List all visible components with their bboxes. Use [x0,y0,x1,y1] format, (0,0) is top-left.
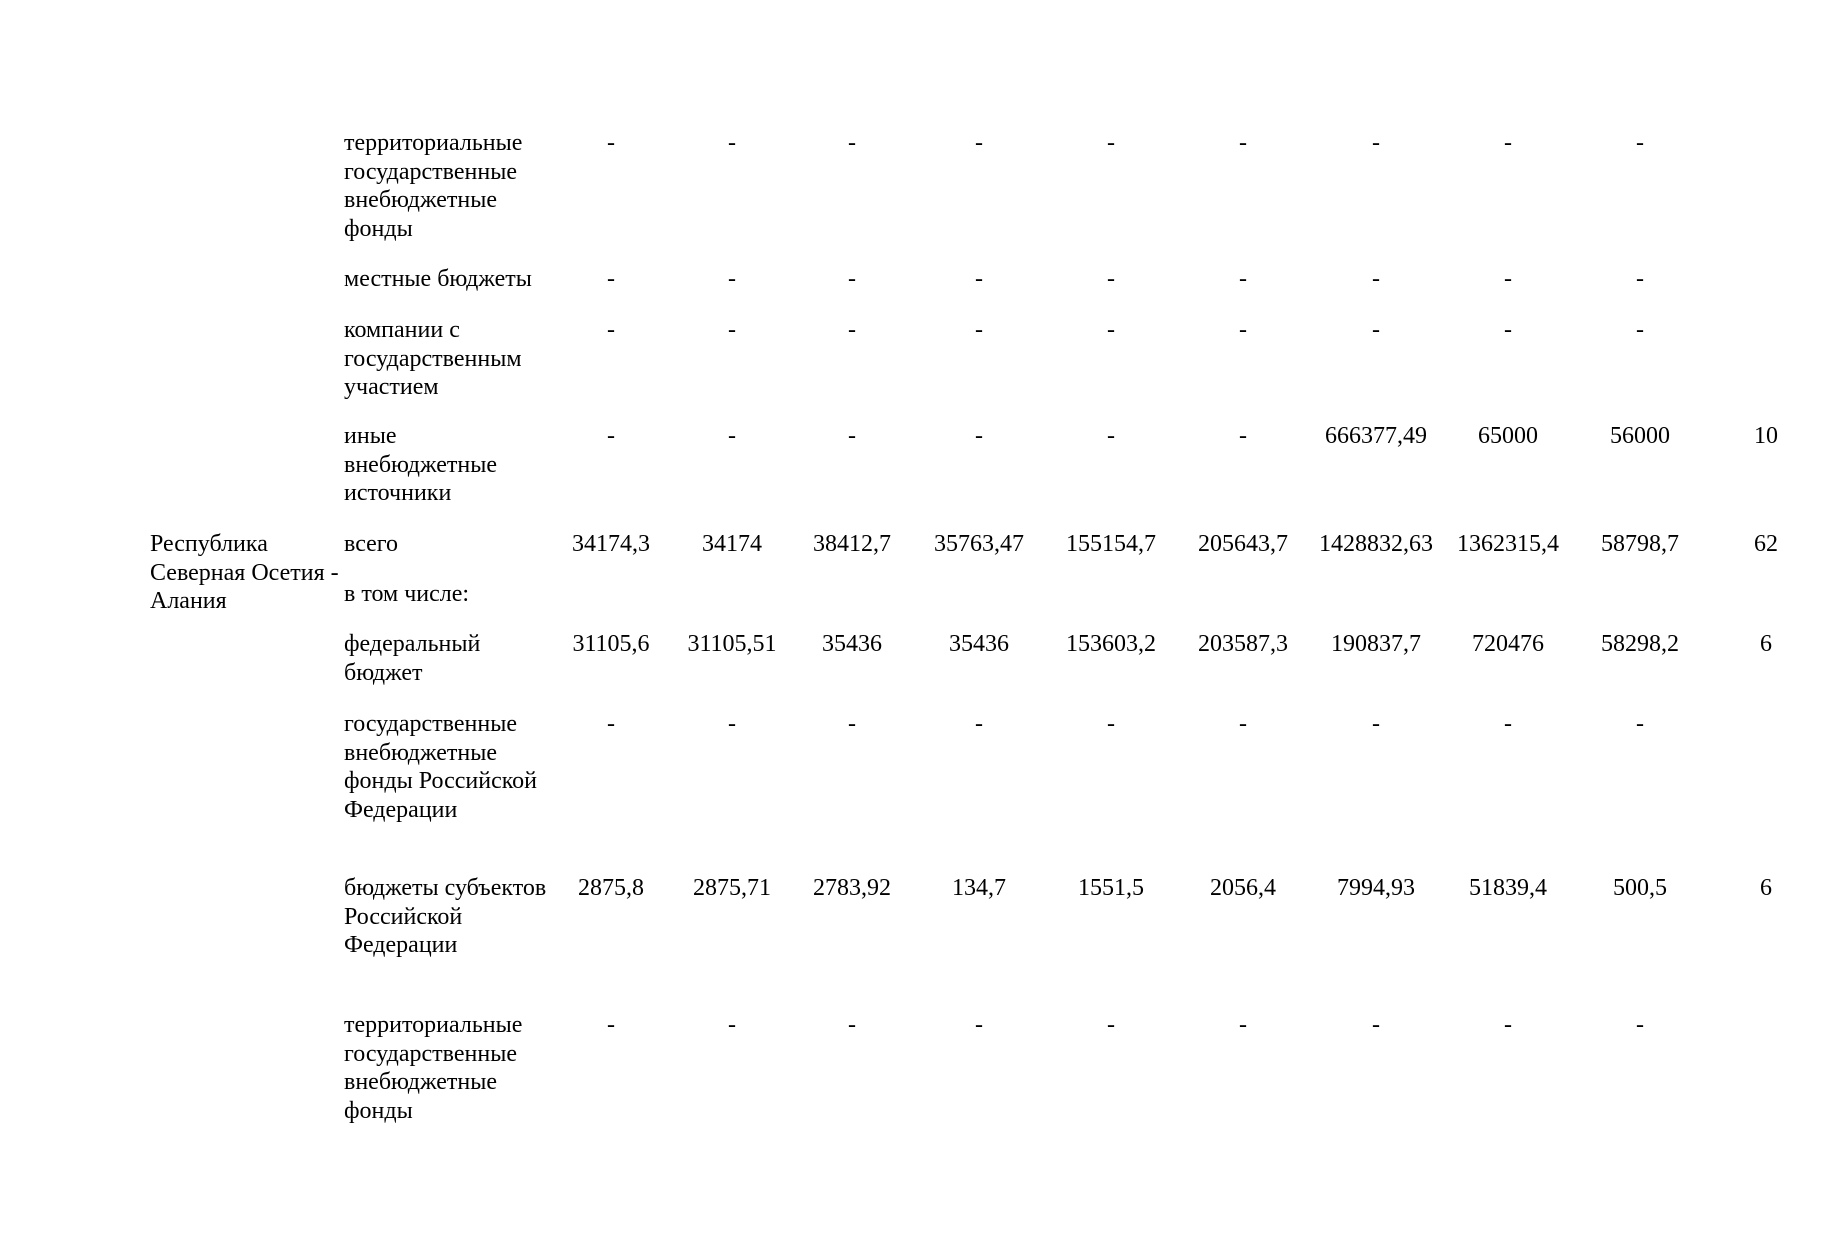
table-cell: - [728,266,736,292]
row-label: компании с государственным участием [344,317,522,401]
table-cell: - [607,317,615,343]
table-cell: 666377,49 [1325,423,1427,449]
table-cell: - [1504,130,1512,156]
table-cell: - [848,1012,856,1038]
table-cell: 2875,71 [693,875,771,901]
table-cell: - [1107,130,1115,156]
table-cell: 10 [1754,423,1778,449]
row-label: бюджеты субъектов Российской Федерации [344,875,547,959]
table-cell: 62 [1754,531,1778,557]
table-cell: - [975,130,983,156]
table-cell: 6 [1760,631,1772,657]
row-label: государственные внебюджетные фонды Российской Федерации [344,711,538,823]
region-label: Республика Северная Осетия - Алания [150,531,339,615]
table-cell: - [975,1012,983,1038]
table-cell: - [1636,711,1644,737]
row-label: иные внебюджетные источники [344,423,497,507]
table-cell: - [975,423,983,449]
table-cell: - [728,1012,736,1038]
table-cell: 31105,6 [572,631,650,657]
table-cell: - [728,130,736,156]
row-label: федеральный бюджет [344,631,481,686]
table-cell: 205643,7 [1198,531,1288,557]
table-cell: 65000 [1478,423,1538,449]
table-cell: - [1107,423,1115,449]
table-cell: - [848,317,856,343]
table-cell: 58798,7 [1601,531,1679,557]
table-cell: - [1636,1012,1644,1038]
table-cell: 720476 [1472,631,1544,657]
table-cell: 56000 [1610,423,1670,449]
row-label: территориальные государственные внебюджетные фонды [344,1012,523,1124]
table-cell: 2056,4 [1210,875,1276,901]
table-cell: - [1239,423,1247,449]
table-cell: - [607,1012,615,1038]
table-cell: 155154,7 [1066,531,1156,557]
table-cell: - [607,130,615,156]
table-cell: 31105,51 [687,631,777,657]
table-cell: 35436 [822,631,882,657]
table-cell: 34174 [702,531,762,557]
table-cell: 35763,47 [934,531,1024,557]
table-cell: 58298,2 [1601,631,1679,657]
table-cell: - [1107,1012,1115,1038]
table-cell: - [1372,711,1380,737]
table-cell: - [607,711,615,737]
table-cell: 7994,93 [1337,875,1415,901]
table-cell: - [607,266,615,292]
table-cell: 500,5 [1613,875,1667,901]
table-cell: 2875,8 [578,875,644,901]
table-cell: - [1107,711,1115,737]
table-cell: 38412,7 [813,531,891,557]
table-cell: 190837,7 [1331,631,1421,657]
table-cell: 2783,92 [813,875,891,901]
table-cell: - [1372,266,1380,292]
table-cell: - [1239,711,1247,737]
table-cell: - [1239,130,1247,156]
table-cell: 51839,4 [1469,875,1547,901]
table-cell: 1551,5 [1078,875,1144,901]
table-cell: - [1504,317,1512,343]
row-label: в том числе: [344,581,470,607]
table-cell: - [1107,266,1115,292]
table-cell: 203587,3 [1198,631,1288,657]
table-cell: - [1107,317,1115,343]
table-cell: - [1636,317,1644,343]
row-label: местные бюджеты [344,266,532,292]
table-cell: - [848,423,856,449]
table-cell: - [607,423,615,449]
row-label: территориальные государственные внебюджетные фонды [344,130,523,242]
table-cell: - [1372,130,1380,156]
table-cell: 6 [1760,875,1772,901]
table-cell: - [1239,317,1247,343]
table-cell: - [848,711,856,737]
table-cell: - [1504,1012,1512,1038]
table-cell: - [848,266,856,292]
table-cell: - [1636,266,1644,292]
table-cell: 1428832,63 [1319,531,1433,557]
table-cell: - [1504,711,1512,737]
table-cell: - [975,711,983,737]
table-cell: 1362315,4 [1457,531,1559,557]
table-cell: - [1239,1012,1247,1038]
table-cell: - [1636,130,1644,156]
table-cell: - [1504,266,1512,292]
table-cell: - [975,317,983,343]
table-cell: - [1372,1012,1380,1038]
table-cell: 35436 [949,631,1009,657]
table-cell: 34174,3 [572,531,650,557]
table-cell: 134,7 [952,875,1006,901]
table-cell: - [728,711,736,737]
table-cell: - [848,130,856,156]
table-cell: - [975,266,983,292]
table-cell: - [1239,266,1247,292]
table-cell: - [1372,317,1380,343]
row-label: всего [344,531,399,557]
table-cell: - [728,317,736,343]
table-cell: 153603,2 [1066,631,1156,657]
table-cell: - [728,423,736,449]
